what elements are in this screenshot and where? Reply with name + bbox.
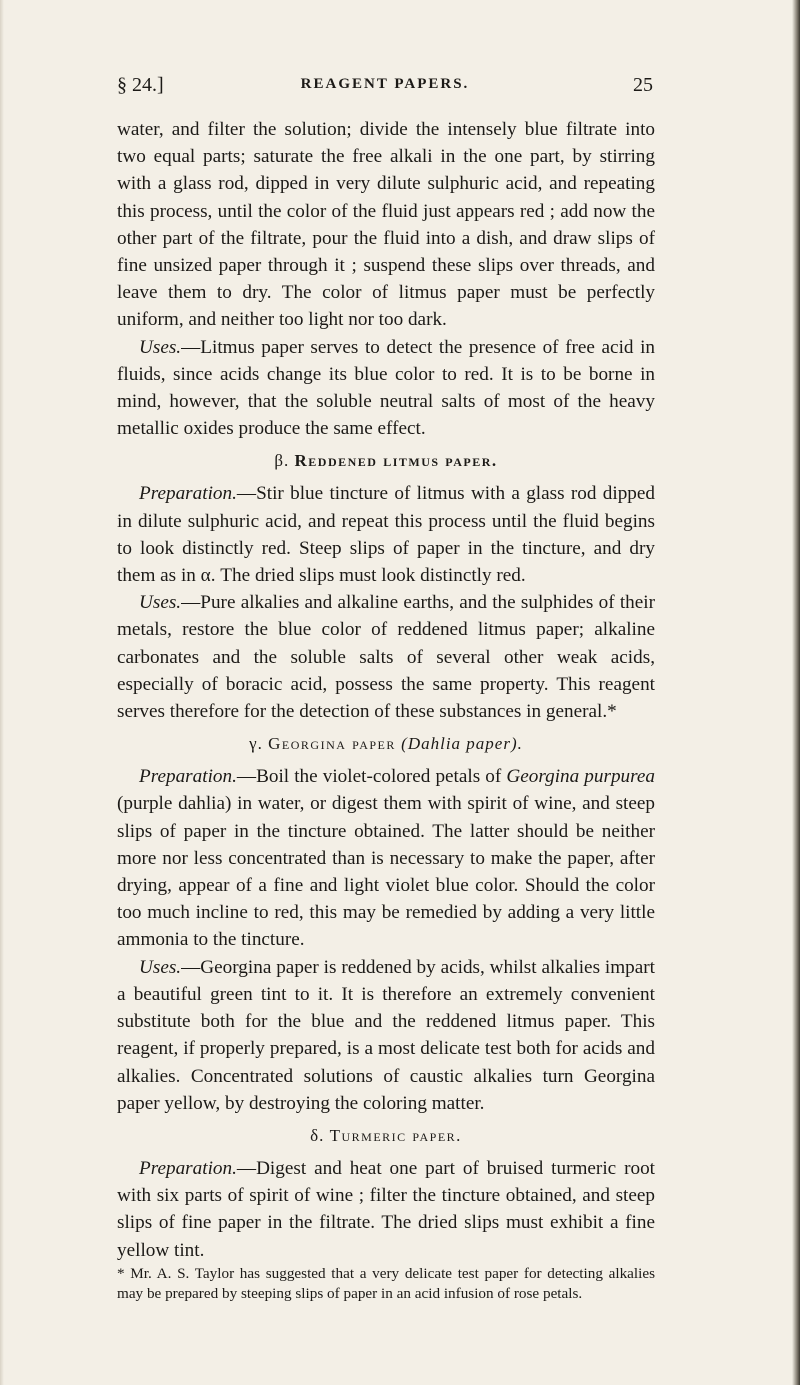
page-number: 25 (633, 74, 653, 96)
heading-letter: β. (274, 451, 290, 471)
paragraph-georgina-preparation (117, 763, 655, 953)
heading-letter: δ. (310, 1125, 325, 1145)
paragraph-litmus-uses (117, 334, 655, 443)
paragraph-georgina-uses (117, 954, 655, 1117)
running-header (117, 74, 653, 104)
page-left-edge (0, 0, 4, 1385)
uses-text: —Pure alkalies and alkaline earths, and the sulphides of their metals, restore the blue color of reddened litmus paper; alkaline carbonates and the soluble salts of several other weak acids, especially of boracic acid, possess the same property. This reagent serves therefore for the detection of these substances in general.* (117, 592, 655, 723)
body-text (117, 116, 655, 1304)
heading-subtitle: (Dahlia paper). (401, 734, 523, 754)
paragraph-litmus-preparation-cont: water, and filter the solution; divide the intensely blue filtrate into two equal parts; saturate the free alkali in the one part, by stirring with a glass rod, dipped in very dilute sulphuric acid, and repeating this process, until the color of the fluid just appears red ; add now the other part of the filtrate, pour the fluid into a dish, and draw slips of fine unsized paper through it ; suspend these slips over threads, and leave them to dry. The color of litmus paper must be perfectly uniform, and neither too light nor too dark. (117, 119, 655, 331)
page-right-edge (792, 0, 800, 1385)
paragraph-reddened-preparation (117, 480, 655, 589)
footnote: * Mr. A. S. Taylor has suggested that a very delicate test paper for detecting alkalies may be prepared by steeping slips of paper in an acid infusion of rose petals. (117, 1264, 655, 1302)
heading-georgina-paper (117, 731, 655, 757)
preparation-label: Preparation. (139, 766, 237, 788)
heading-title: Reddened litmus paper. (294, 451, 498, 471)
heading-turmeric-paper (117, 1123, 655, 1149)
uses-label: Uses. (139, 336, 182, 358)
section-marker: § 24.] (117, 74, 164, 96)
preparation-label: Preparation. (139, 483, 237, 505)
species-name: Georgina purpurea (506, 766, 656, 788)
heading-title: Turmeric paper. (329, 1125, 462, 1145)
uses-text: —Georgina paper is reddened by acids, whilst alkalies impart a beautiful green tint to it. It is therefore an extremely convenient substitute both for the blue and the reddened litmus paper. This reagent, if properly prepared, is a most delicate test both for acids and alkalies. Concentrated solutions of caustic alkalies turn Georgina paper yellow, by destroying the coloring matter. (117, 956, 655, 1114)
uses-label: Uses. (139, 592, 182, 614)
paragraph-reddened-uses (117, 589, 655, 725)
preparation-text-a: —Boil the violet-colored petals of (236, 766, 507, 788)
running-title: REAGENT PAPERS. (300, 76, 470, 92)
preparation-label: Preparation. (139, 1157, 237, 1179)
uses-text: —Litmus paper serves to detect the presence of free acid in fluids, since acids change its blue color to red. It is to be borne in mind, however, that the soluble neutral salts of most of the heavy metallic oxides produce the same effect. (117, 336, 655, 440)
paragraph-turmeric-preparation (117, 1155, 655, 1264)
preparation-text: —Digest and heat one part of bruised turmeric root with six parts of spirit of wine ; filter the tincture obtained, and steep slips of fine paper in the filtrate. The dried slips must exhibit a fine yellow tint. (117, 1157, 655, 1261)
heading-reddened-litmus-paper (117, 448, 655, 474)
heading-letter: γ. (249, 734, 263, 754)
uses-label: Uses. (139, 956, 182, 978)
heading-title: Georgina paper (268, 734, 396, 754)
preparation-text: —Stir blue tincture of litmus with a glass rod dipped in dilute sulphuric acid, and repeat this process until the fluid begins to look distinctly red. Steep slips of paper in the tincture, and dry them as in α. The dried slips must look distinctly red. (117, 483, 655, 587)
preparation-text-b: (purple dahlia) in water, or digest them with spirit of wine, and steep slips of paper in the tincture obtained. The latter should be neither more nor less concentrated than is necessary to make the paper, after drying, appear of a fine and light violet blue color. Should the color too much incline to red, this may be remedied by adding a very little ammonia to the tincture. (117, 793, 655, 951)
